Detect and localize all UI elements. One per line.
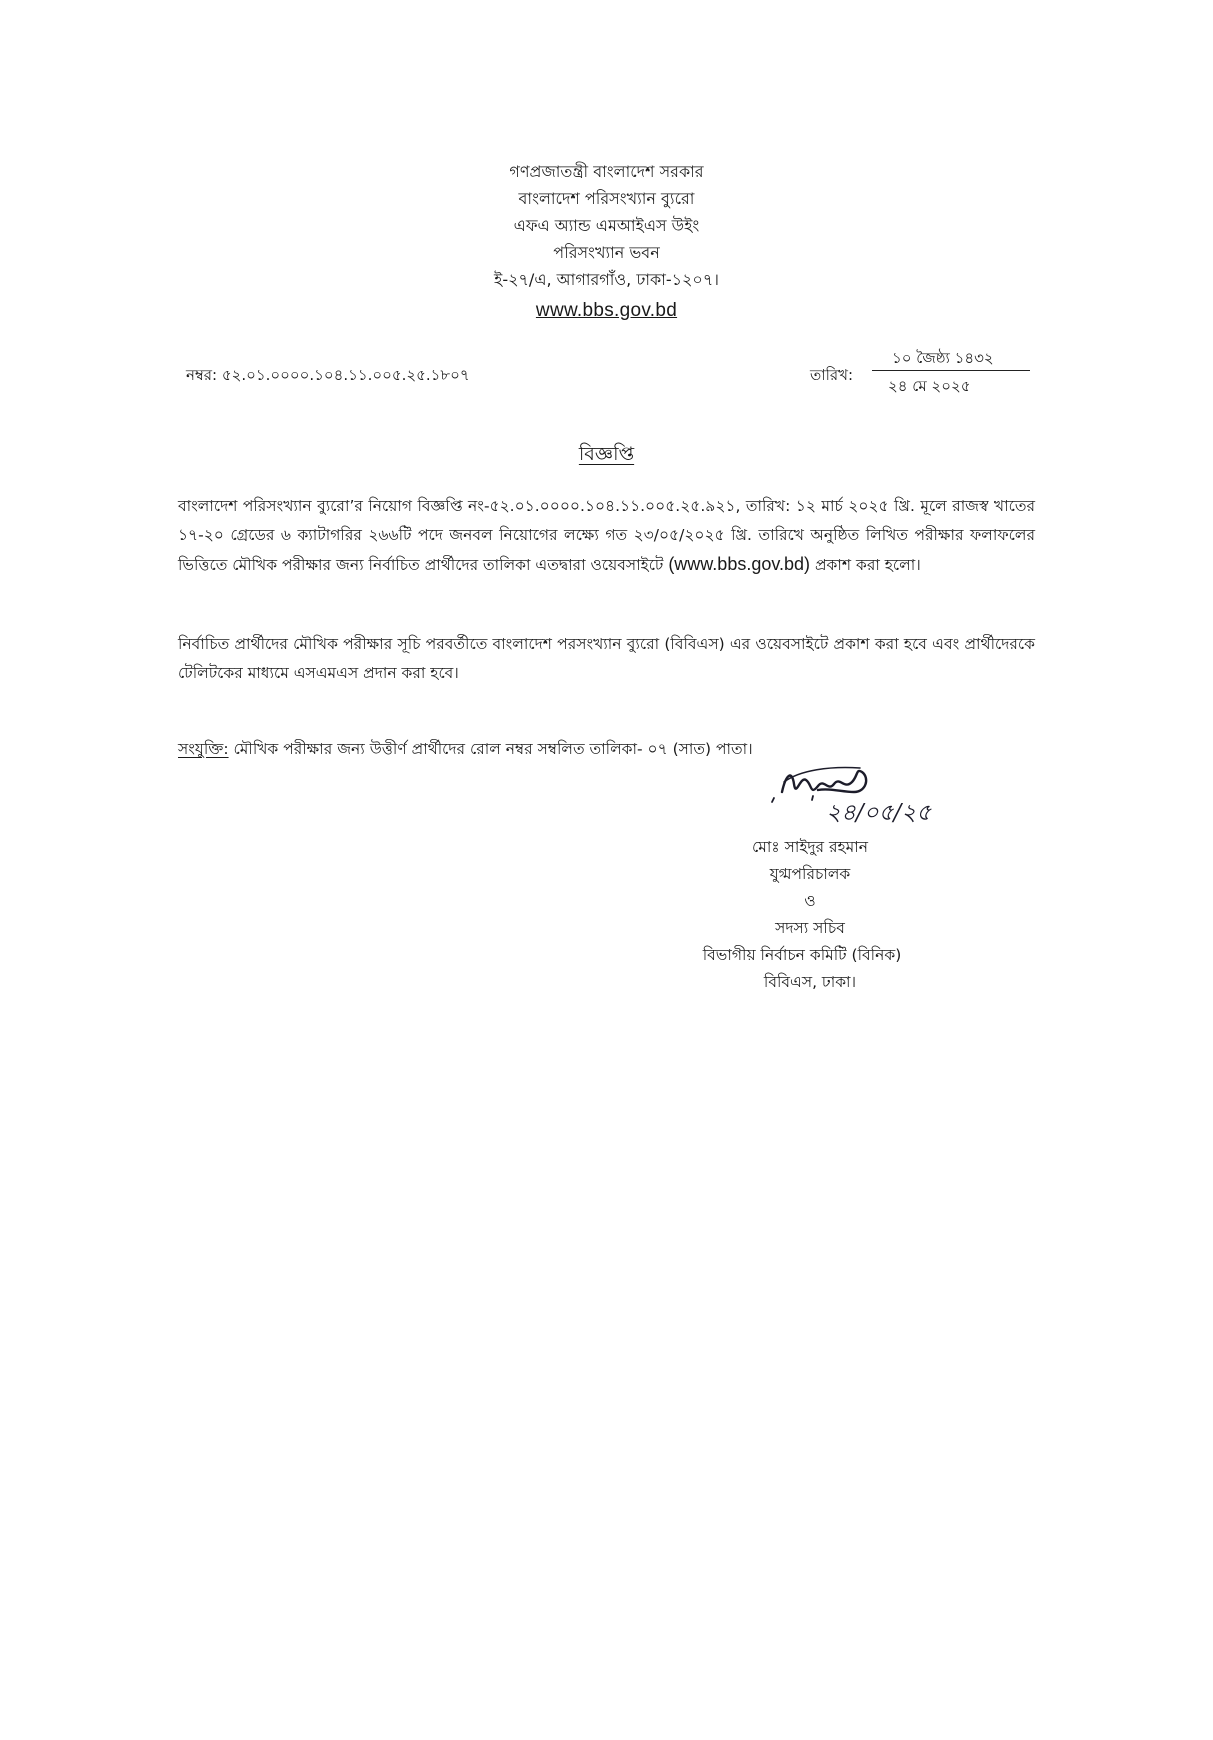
attachment-text: মৌখিক পরীক্ষার জন্য উত্তীর্ণ প্রার্থীদের রোল নম্বর সম্বলিত তালিকা- ০৭ (সাত) পাতা। [228,740,753,758]
website-link[interactable]: www.bbs.gov.bd [535,300,678,321]
attachment-line [178,737,753,763]
memo-number: নম্বর: ৫২.০১.০০০০.১০৪.১১.০০৫.২৫.১৮০৭ [186,366,470,384]
notice-title [0,440,1213,472]
signatory-conjunction: ও [804,892,816,910]
inline-website-link[interactable]: (www.bbs.gov.bd) [668,554,811,574]
signatory-name: মোঃ সাইদুর রহমান [752,838,868,856]
handwritten-date: ২৪/০৫/২৫ [826,800,932,826]
building-name: পরিসংখ্যান ভবন [553,243,660,262]
govt-name: গণপ্রজাতন্ত্রী বাংলাদেশ সরকার [509,162,704,181]
signatory-designation: যুগ্মপরিচালক [769,865,851,883]
address: ই-২৭/এ, আগারগাঁও, ঢাকা-১২০৭। [494,270,719,289]
handwritten-signature [770,762,960,842]
date-label: তারিখ: [810,366,854,384]
paragraph-1-end: প্রকাশ করা হলো। [810,556,921,574]
signatory-role: সদস্য সচিব [775,919,845,937]
notice-paragraph-2: নির্বাচিত প্রার্থীদের মৌখিক পরীক্ষার সূচি পরবর্তীতে বাংলাদেশ পরসংখ্যান ব্যুরো (বিবিএস) এর ওয়েবসাইটে প্রকাশ করা হবে এবং প্রার্থীদেরকে টেলিটকের মাধ্যমে এসএমএস প্রদান করা হবে। [178,635,1035,682]
date-values [872,346,1030,397]
signatory-block [660,834,960,996]
notice-paragraph-1 [178,492,1035,580]
signatory-committee: বিভাগীয় নির্বাচন কমিটি (বিনিক) [702,946,902,964]
notice-title-text: বিজ্ঞপ্তি [578,443,635,465]
bureau-name: বাংলাদেশ পরিসংখ্যান ব্যুরো [518,189,695,208]
date-bangla: ১০ জৈষ্ঠ্য ১৪৩২ [872,346,1030,371]
wing-name: এফএ অ্যান্ড এমআইএস উইং [513,216,700,235]
paragraph-1-text: বাংলাদেশ পরিসংখ্যান ব্যুরো’র নিয়োগ বিজ্ঞপ্তি নং-৫২.০১.০০০০.১০৪.১১.০০৫.২৫.৯২১, তারিখ: ১২ মার্চ ২০২৫ খ্রি. মূলে রাজস্ব খাতের ১৭-২০ গ্রেডের ৬ ক্যাটাগরির ২৬৬টি পদে জনবল নিয়োগের লক্ষ্যে গত ২৩/০৫/২০২৫ খ্রি. তারিখে অনুষ্ঠিত লিখিত পরীক্ষার ফলাফলের ভিত্তিতে মৌখিক পরীক্ষার জন্য নির্বাচিত প্রার্থীদের তালিকা এতদ্বারা ওয়েবসাইটে [178,497,1035,574]
letterhead [0,158,1213,324]
date-english: ২৪ মে ২০২৫ [888,377,971,395]
signatory-office: বিবিএস, ঢাকা। [763,973,857,991]
attachment-label: সংযুক্তি: [178,740,229,758]
